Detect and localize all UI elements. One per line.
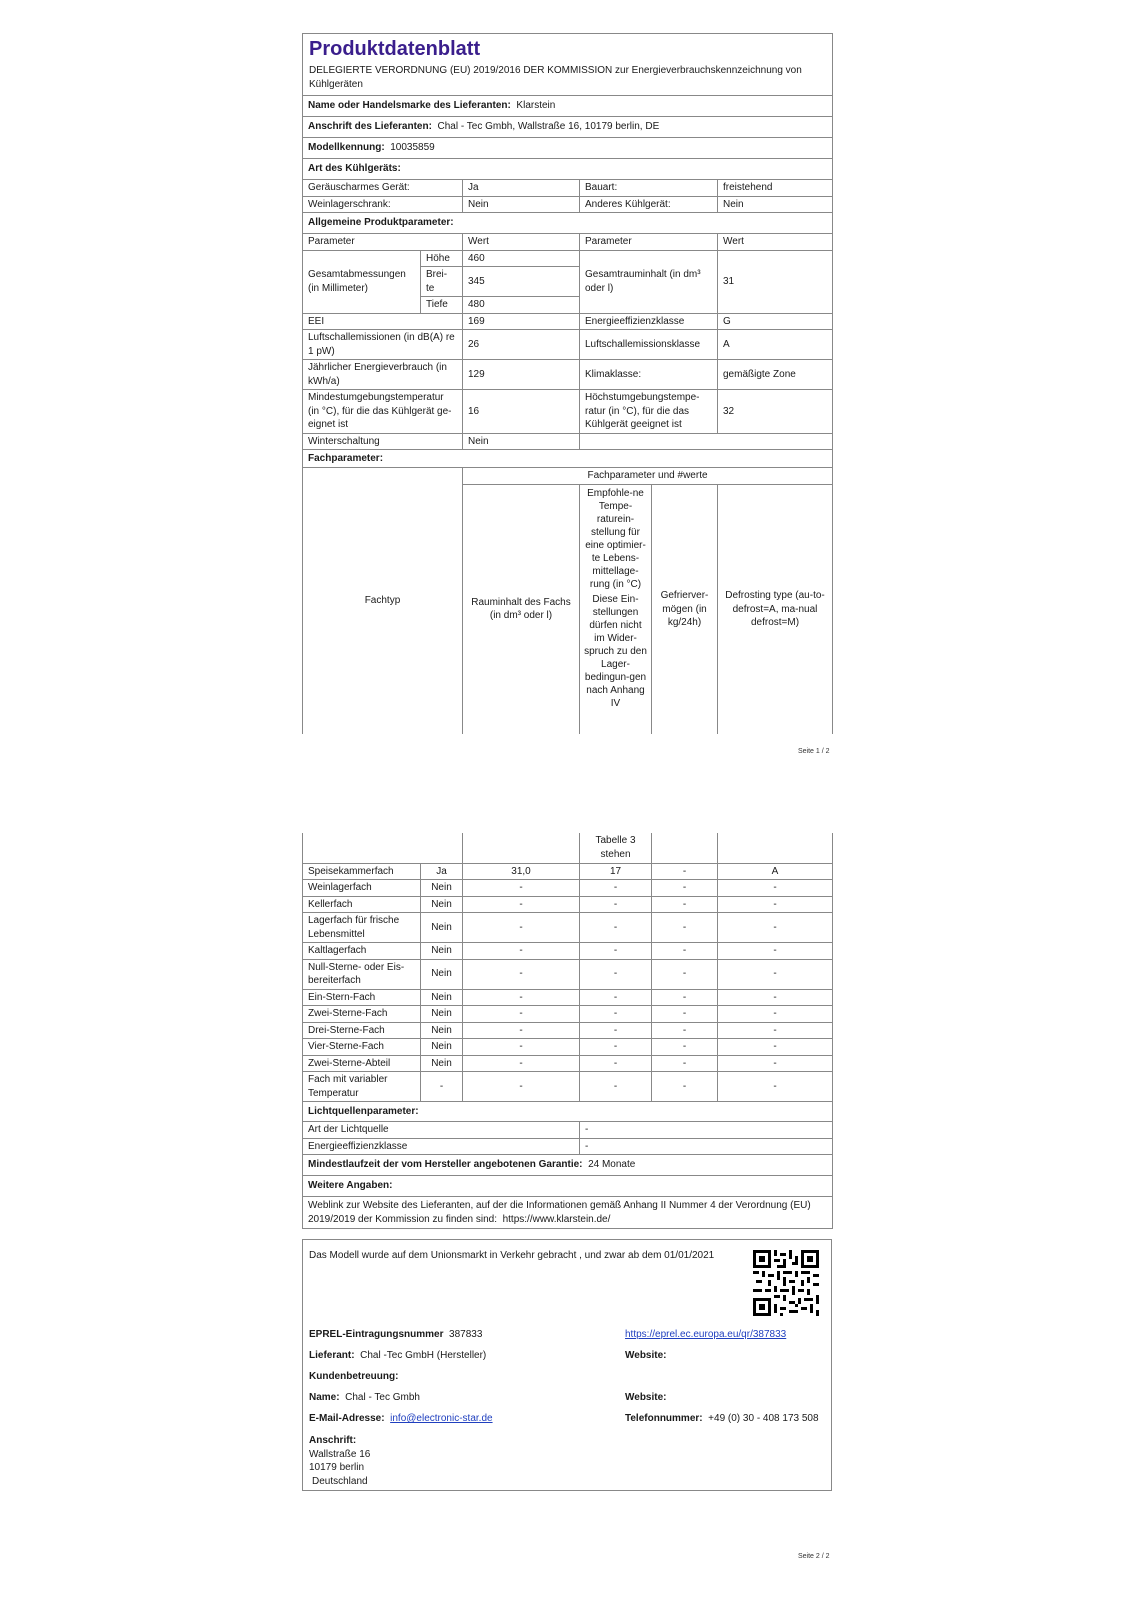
compartment-header-table: [302, 467, 833, 734]
compartment-name: Vier-Sterne-Fach: [303, 1039, 421, 1056]
compartment-volume: -: [463, 896, 580, 913]
compartment-name: Kaltlagerfach: [303, 943, 421, 960]
compartment-freeze: -: [652, 1055, 718, 1072]
compartment-temp: -: [580, 896, 652, 913]
page-title: Produktdatenblatt: [309, 38, 481, 60]
tmax-label: Höchstumgebungstempe-ratur (in °C), für die das Kühlgerät geeignet ist: [580, 390, 718, 434]
compartment-row: [303, 959, 833, 989]
type-heading: Art des Kühlgeräts:: [308, 163, 401, 175]
compartment-defrost: A: [718, 863, 833, 880]
general-heading: Allgemeine Produktparameter:: [308, 217, 454, 229]
compartment-volume: -: [463, 959, 580, 989]
compartment-defrost: -: [718, 1072, 833, 1102]
tmin-value: 16: [463, 390, 580, 434]
temp-note-cont: Tabelle 3 stehen: [580, 833, 652, 863]
compartment-defrost: -: [718, 1022, 833, 1039]
width-label: Brei- te: [421, 267, 463, 297]
group-header: Fachparameter und #werte: [463, 468, 833, 485]
compartment-defrost: -: [718, 1006, 833, 1023]
temp-header: Empfohle-ne Tempe-raturein-stellung für eine optimier-te Lebens-mittellage-rung (in °C): [585, 487, 646, 590]
address-line-3: Deutschland: [312, 1475, 368, 1487]
compartment-volume: -: [463, 1072, 580, 1102]
page-number-1: Seite 1 / 2: [798, 748, 830, 755]
compartment-row: [303, 1022, 833, 1039]
compartment-volume: -: [463, 880, 580, 897]
warranty-label: Mindestlaufzeit der vom Hersteller angebotenen Garantie:: [308, 1159, 583, 1171]
compartment-name: Weinlagerfach: [303, 880, 421, 897]
compartment-freeze: -: [652, 959, 718, 989]
compartment-volume: -: [463, 1039, 580, 1056]
eclass-label: Energieeffizienzklasse: [580, 313, 718, 330]
quiet-value: Ja: [463, 180, 580, 197]
wine-value: Nein: [463, 196, 580, 213]
climate-value: gemäßigte Zone: [718, 360, 833, 390]
compartment-freeze: -: [652, 896, 718, 913]
climate-label: Klimaklasse:: [580, 360, 718, 390]
eprel-label: EPREL-Eintragungsnummer: [309, 1329, 444, 1340]
phone-value: +49 (0) 30 - 408 173 508: [708, 1413, 819, 1424]
compartment-present: Nein: [421, 1022, 463, 1039]
compartment-temp: -: [580, 1072, 652, 1102]
winter-label: Winterschaltung: [303, 433, 463, 450]
compartment-defrost: -: [718, 1039, 833, 1056]
address-label: Anschrift:: [309, 1435, 357, 1446]
page-1: [302, 33, 832, 734]
quiet-label: Geräuscharmes Gerät:: [303, 180, 463, 197]
temp-note: Diese Ein-stellungen dürfen nicht im Wider-spruch zu den Lager-bedingun-gen nach Anhang IV: [584, 593, 647, 709]
noise-class-label: Luftschallemissionsklasse: [580, 330, 718, 360]
noise-value: 26: [463, 330, 580, 360]
phone-label: Telefonnummer:: [625, 1413, 703, 1424]
compartment-present: Nein: [421, 1006, 463, 1023]
name-label: Name:: [309, 1392, 340, 1403]
compartment-name: Kellerfach: [303, 896, 421, 913]
compartment-name: Drei-Sterne-Fach: [303, 1022, 421, 1039]
name-value: Chal - Tec Gmbh: [345, 1392, 420, 1403]
compartment-present: Nein: [421, 913, 463, 943]
value-header-2: Wert: [718, 234, 833, 251]
compartment-freeze: -: [652, 913, 718, 943]
noise-class-value: A: [718, 330, 833, 360]
eprel-link[interactable]: https://eprel.ec.europa.eu/qr/387833: [625, 1329, 787, 1340]
compartment-name: Zwei-Sterne-Fach: [303, 1006, 421, 1023]
compartment-row: [303, 1039, 833, 1056]
compartment-present: Nein: [421, 896, 463, 913]
volume-value: 31: [718, 250, 833, 313]
volume-label: Gesamtrauminhalt (in dm³ oder l): [580, 250, 718, 313]
defrost-header: Defrosting type (au-to-defrost=A, ma-nual defrost=M): [718, 484, 833, 734]
weblink-text: Weblink zur Website des Lieferanten, auf der die Informationen gemäß Anhang II Nummer 4 der Verordnung (EU) 2019/2019 der Kommission zu finden sind:: [308, 1200, 811, 1225]
other-label: Anderes Kühlgerät:: [580, 196, 718, 213]
customer-heading: Kundenbetreuung:: [309, 1371, 399, 1382]
compartment-name: Zwei-Sterne-Abteil: [303, 1055, 421, 1072]
compartment-row: [303, 1006, 833, 1023]
volume-header: Rauminhalt des Fachs (in dm³ oder l): [463, 484, 580, 734]
compartment-row: [303, 880, 833, 897]
compartment-temp: -: [580, 880, 652, 897]
datasheet-table-page1: [302, 33, 833, 251]
compartment-present: Ja: [421, 863, 463, 880]
website-label-2: Website:: [625, 1392, 667, 1403]
compartment-volume: 31,0: [463, 863, 580, 880]
compartment-freeze: -: [652, 989, 718, 1006]
page-2: [302, 833, 832, 1491]
compartment-defrost: -: [718, 913, 833, 943]
compartment-present: -: [421, 1072, 463, 1102]
height-label: Höhe: [421, 250, 463, 267]
compartment-volume: -: [463, 989, 580, 1006]
compartment-present: Nein: [421, 989, 463, 1006]
light-class-value: -: [580, 1138, 833, 1155]
energy-value: 129: [463, 360, 580, 390]
other-value: Nein: [718, 196, 833, 213]
compartment-freeze: -: [652, 880, 718, 897]
regulation-text: DELEGIERTE VERORDNUNG (EU) 2019/2016 DER KOMMISSION zur Energieverbrauchskennzeichnung von Kühlgeräten: [309, 65, 802, 90]
address-line-1: Wallstraße 16: [309, 1448, 371, 1460]
wine-label: Weinlagerschrank:: [303, 196, 463, 213]
compartment-temp: -: [580, 989, 652, 1006]
compartment-volume: -: [463, 1055, 580, 1072]
compartment-defrost: -: [718, 959, 833, 989]
freeze-header: Gefrierver-mögen (in kg/24h): [652, 484, 718, 734]
dimensions-table: [302, 250, 833, 469]
compartment-defrost: -: [718, 880, 833, 897]
compartment-temp: -: [580, 943, 652, 960]
compartment-defrost: -: [718, 1055, 833, 1072]
supplier-address: Chal - Tec Gmbh, Wallstraße 16, 10179 berlin, DE: [437, 121, 660, 133]
warranty-value: 24 Monate: [588, 1159, 636, 1171]
tmax-value: 32: [718, 390, 833, 434]
light-type-value: -: [580, 1122, 833, 1139]
compartment-row: [303, 1072, 833, 1102]
compartment-volume: -: [463, 1022, 580, 1039]
winter-value: Nein: [463, 433, 580, 450]
compartment-present: Nein: [421, 880, 463, 897]
supplier-name-label: Name oder Handelsmarke des Lieferanten:: [308, 100, 511, 112]
address-line-2: 10179 berlin: [309, 1462, 365, 1473]
supplier-address-label: Anschrift des Lieferanten:: [308, 121, 432, 133]
compartment-freeze: -: [652, 1072, 718, 1102]
qr-code-icon: [753, 1250, 819, 1316]
compartment-row: [303, 1055, 833, 1072]
compartment-freeze: -: [652, 943, 718, 960]
light-type-label: Art der Lichtquelle: [303, 1122, 580, 1139]
param-header: Parameter: [303, 234, 463, 251]
supplier-name: Klarstein: [516, 100, 556, 112]
compartment-present: Nein: [421, 1055, 463, 1072]
build-label: Bauart:: [580, 180, 718, 197]
value-header: Wert: [463, 234, 580, 251]
depth-value: 480: [463, 297, 580, 314]
model-label: Modellkennung:: [308, 142, 385, 154]
compartment-present: Nein: [421, 943, 463, 960]
compartment-row: [303, 943, 833, 960]
eprel-number: 387833: [449, 1329, 483, 1340]
compartment-rows: [303, 863, 833, 1102]
compartment-defrost: -: [718, 989, 833, 1006]
compartment-present: Nein: [421, 959, 463, 989]
compartment-name: Fach mit variabler Temperatur: [303, 1072, 421, 1102]
energy-label: Jährlicher Energieverbrauch (in kWh/a): [303, 360, 463, 390]
compartment-volume: -: [463, 943, 580, 960]
depth-label: Tiefe: [421, 297, 463, 314]
compartment-temp: -: [580, 1006, 652, 1023]
height-value: 460: [463, 250, 580, 267]
supplier2-value: Chal -Tec GmbH (Hersteller): [360, 1350, 487, 1361]
market-text: Das Modell wurde auf dem Unionsmarkt in Verkehr gebracht , und zwar ab dem 01/01/2021: [309, 1250, 715, 1261]
compartment-temp: -: [580, 959, 652, 989]
noise-label: Luftschallemissionen (in dB(A) re 1 pW): [303, 330, 463, 360]
light-class-label: Energieeffizienzklasse: [303, 1138, 580, 1155]
website-label: Website:: [625, 1350, 667, 1361]
page-number-2: Seite 2 / 2: [798, 1553, 830, 1560]
compartment-row: [303, 863, 833, 880]
compartment-present: Nein: [421, 1039, 463, 1056]
model-id: 10035859: [390, 142, 435, 154]
light-heading: Lichtquellenparameter:: [308, 1105, 419, 1117]
compartment-name: Null-Sterne- oder Eis-bereiterfach: [303, 959, 421, 989]
fachtyp-header: Fachtyp: [303, 468, 463, 735]
eei-label: EEI: [303, 313, 463, 330]
compartment-defrost: -: [718, 943, 833, 960]
supplier2-label: Lieferant:: [309, 1350, 355, 1361]
compartment-temp: -: [580, 1039, 652, 1056]
compartment-name: Speisekammerfach: [303, 863, 421, 880]
compartment-row: [303, 989, 833, 1006]
eprel-box: [302, 1239, 832, 1491]
compartment-heading: Fachparameter:: [308, 452, 384, 464]
weblink-url[interactable]: https://www.klarstein.de/: [502, 1213, 611, 1225]
compartment-row: [303, 896, 833, 913]
compartment-freeze: -: [652, 1022, 718, 1039]
compartment-name: Lagerfach für frische Lebensmittel: [303, 913, 421, 943]
compartment-volume: -: [463, 1006, 580, 1023]
email-link[interactable]: info@electronic-star.de: [390, 1413, 493, 1424]
further-heading: Weitere Angaben:: [308, 1180, 393, 1192]
email-label: E-Mail-Adresse:: [309, 1413, 385, 1424]
compartment-temp: -: [580, 913, 652, 943]
compartment-row: [303, 913, 833, 943]
compartment-name: Ein-Stern-Fach: [303, 989, 421, 1006]
compartment-freeze: -: [652, 1006, 718, 1023]
compartment-table: [302, 833, 833, 1229]
param-header-2: Parameter: [580, 234, 718, 251]
compartment-defrost: -: [718, 896, 833, 913]
compartment-temp: 17: [580, 863, 652, 880]
eei-value: 169: [463, 313, 580, 330]
dims-label: Gesamtabmessungen (in Millimeter): [303, 250, 421, 313]
build-value: freistehend: [718, 180, 833, 197]
tmin-label: Mindestumgebungstemperatur (in °C), für die das Kühlgerät ge-eignet ist: [303, 390, 463, 434]
compartment-freeze: -: [652, 1039, 718, 1056]
compartment-temp: -: [580, 1055, 652, 1072]
compartment-temp: -: [580, 1022, 652, 1039]
compartment-freeze: -: [652, 863, 718, 880]
compartment-volume: -: [463, 913, 580, 943]
eclass-value: G: [718, 313, 833, 330]
width-value: 345: [463, 267, 580, 297]
